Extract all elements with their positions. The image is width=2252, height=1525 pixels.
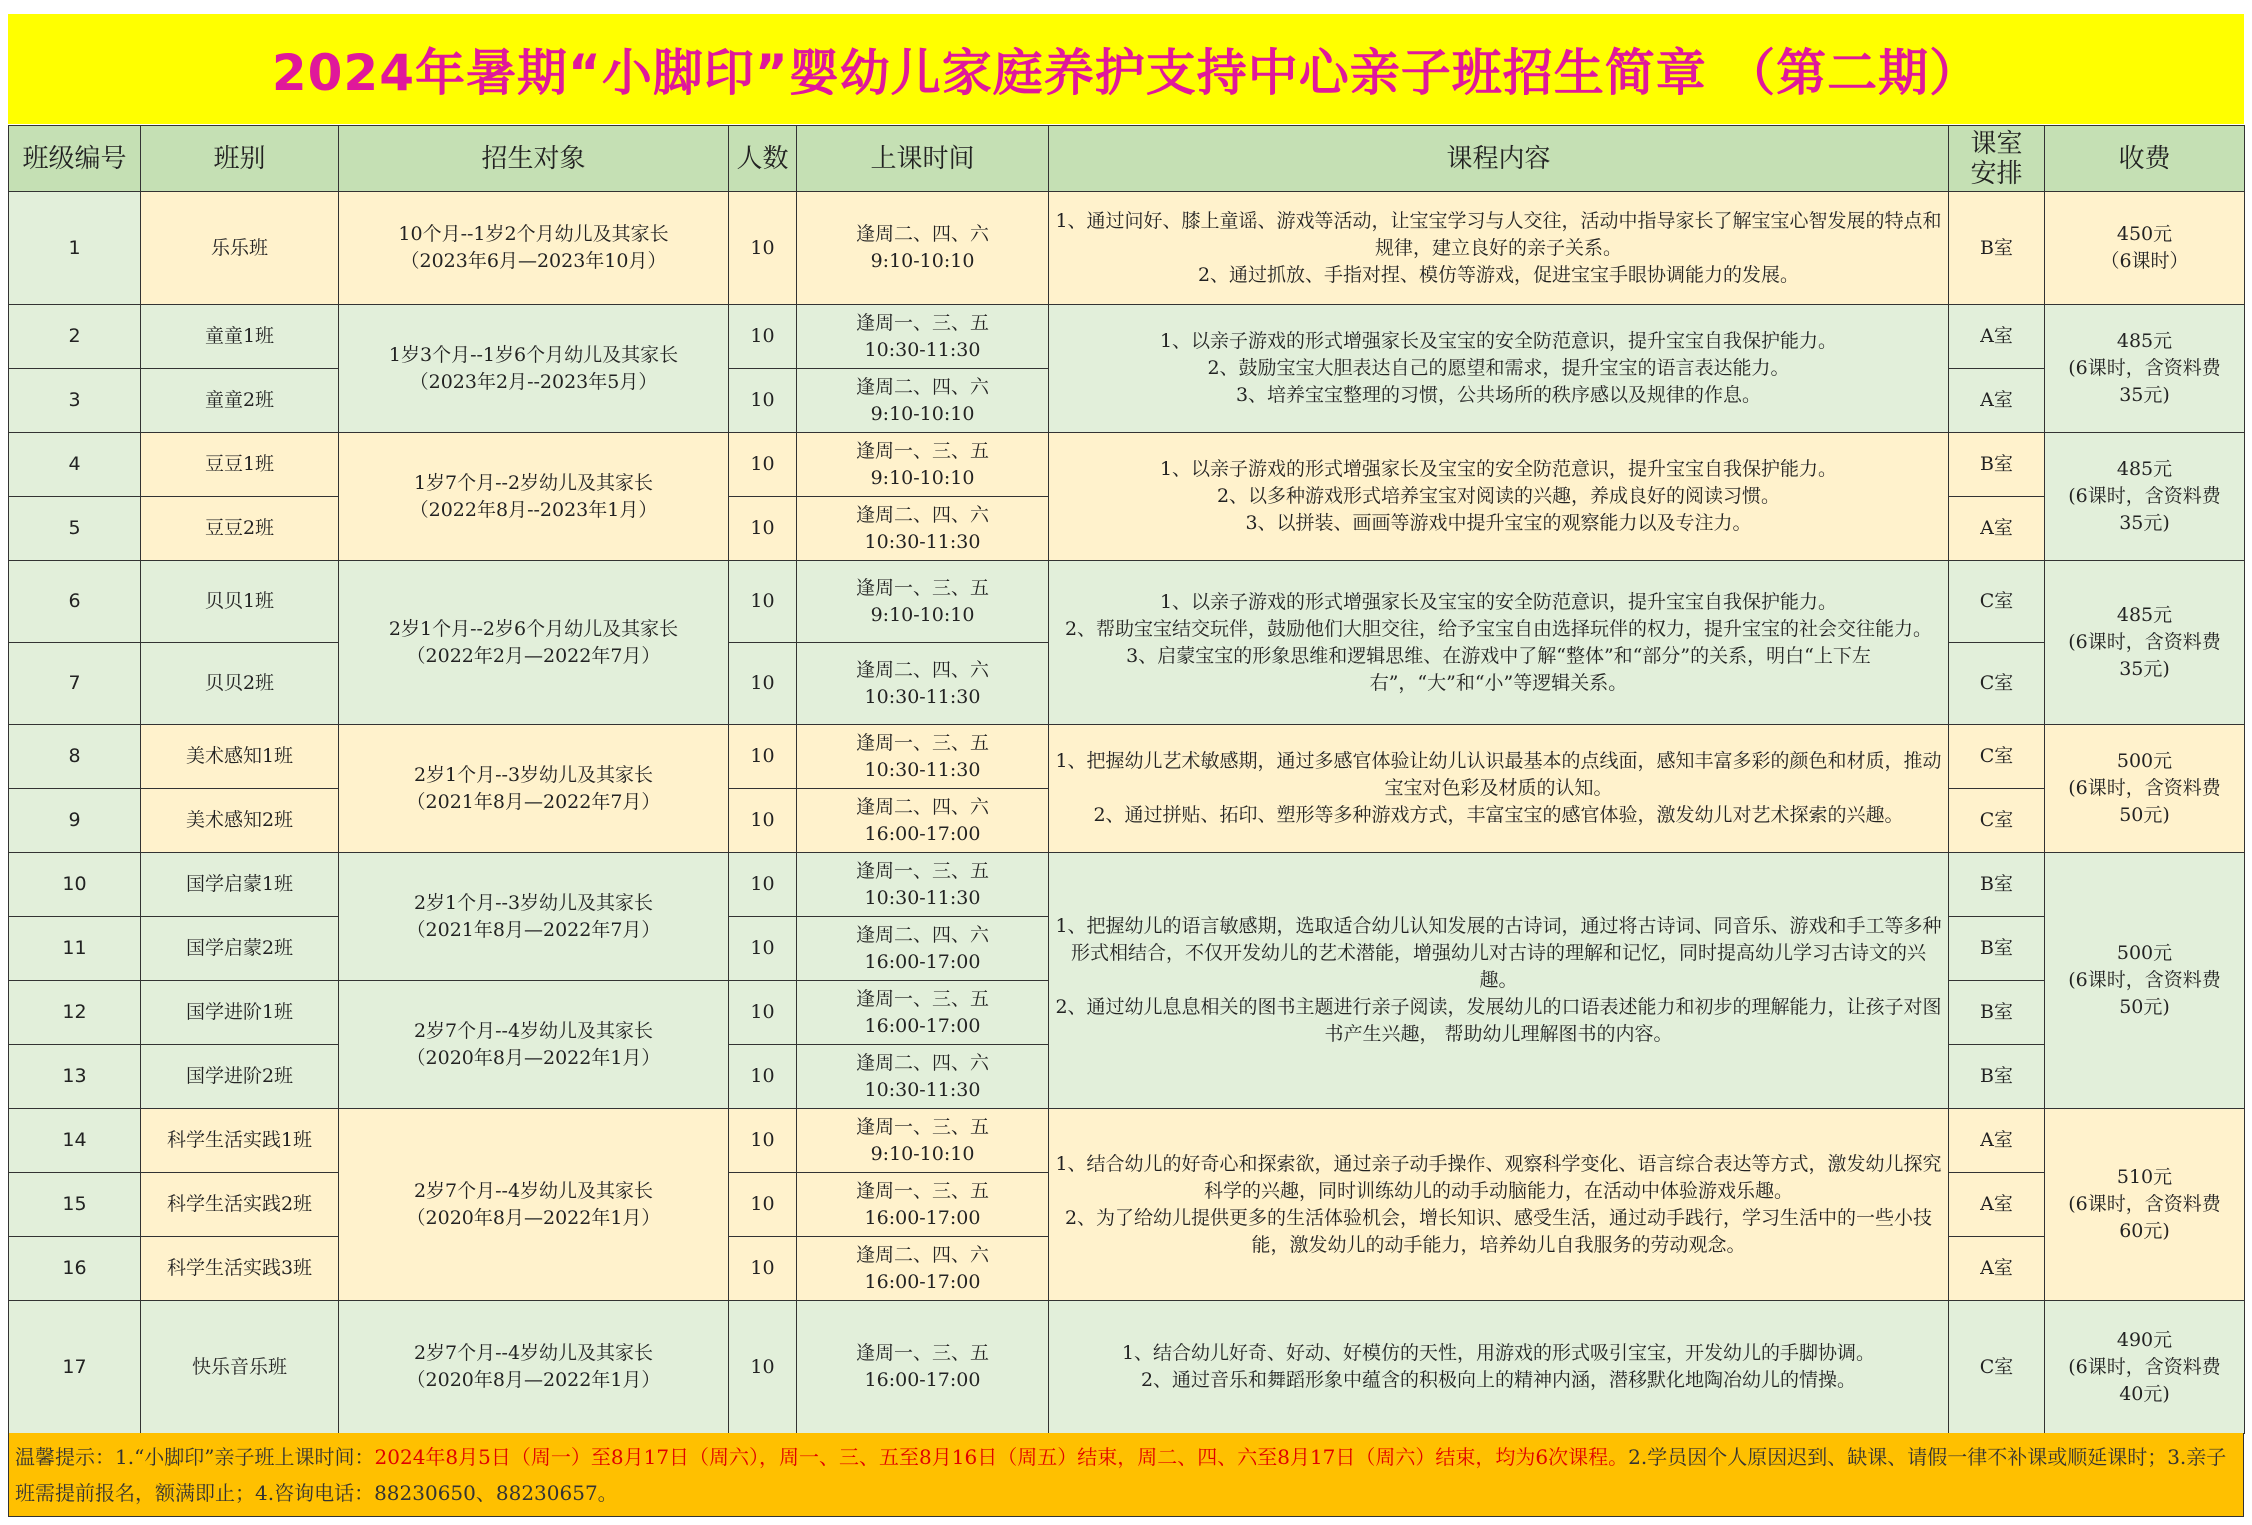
count-cell: 10 [729, 1301, 797, 1434]
content-cell: 1、以亲子游戏的形式增强家长及宝宝的安全防范意识，提升宝宝自我保护能力。 2、鼓励宝宝大胆表达自己的愿望和需求，提升宝宝的语言表达能力。 3、培养宝宝整理的习惯，公共场所的秩序感以及规律的作息。 [1049, 305, 1949, 433]
time-cell: 逢周一、三、五 10:30-11:30 [797, 853, 1049, 917]
time-cell: 逢周一、三、五 10:30-11:30 [797, 305, 1049, 369]
class-no: 4 [9, 433, 141, 497]
header-class-name: 班别 [141, 126, 339, 192]
fee-cell: 485元 (6课时，含资料费 35元) [2045, 305, 2245, 433]
count-cell: 10 [729, 1045, 797, 1109]
schedule-table [8, 125, 2245, 1434]
table-row [9, 433, 2245, 497]
count-cell: 10 [729, 497, 797, 561]
class-name: 贝贝2班 [141, 643, 339, 725]
room-cell: B室 [1949, 917, 2045, 981]
fee-cell: 485元 (6课时，含资料费 35元) [2045, 561, 2245, 725]
count-cell: 10 [729, 433, 797, 497]
class-name: 国学启蒙1班 [141, 853, 339, 917]
target-cell: 2岁1个月--3岁幼儿及其家长 （2021年8月—2022年7月） [339, 725, 729, 853]
class-name: 科学生活实践2班 [141, 1173, 339, 1237]
footer-prefix: 温馨提示：1.“小脚印”亲子班上课时间： [15, 1445, 375, 1469]
count-cell: 10 [729, 981, 797, 1045]
class-name: 豆豆1班 [141, 433, 339, 497]
target-cell: 2岁7个月--4岁幼儿及其家长 （2020年8月—2022年1月） [339, 1301, 729, 1434]
time-cell: 逢周一、三、五 16:00-17:00 [797, 1173, 1049, 1237]
time-cell: 逢周二、四、六 16:00-17:00 [797, 1237, 1049, 1301]
class-name: 童童1班 [141, 305, 339, 369]
class-name: 国学启蒙2班 [141, 917, 339, 981]
count-cell: 10 [729, 725, 797, 789]
table-row [9, 1301, 2245, 1434]
room-cell: A室 [1949, 369, 2045, 433]
fee-cell: 500元 (6课时，含资料费 50元) [2045, 725, 2245, 853]
class-no: 7 [9, 643, 141, 725]
content-cell: 1、结合幼儿好奇、好动、好模仿的天性，用游戏的形式吸引宝宝，开发幼儿的手脚协调。 2、通过音乐和舞蹈形象中蕴含的积极向上的精神内涵，潜移默化地陶冶幼儿的情操。 [1049, 1301, 1949, 1434]
time-cell: 逢周二、四、六 10:30-11:30 [797, 497, 1049, 561]
room-cell: B室 [1949, 853, 2045, 917]
count-cell: 10 [729, 1173, 797, 1237]
count-cell: 10 [729, 305, 797, 369]
fee-cell: 510元 (6课时，含资料费 60元) [2045, 1109, 2245, 1301]
content-cell: 1、以亲子游戏的形式增强家长及宝宝的安全防范意识，提升宝宝自我保护能力。 2、以多种游戏形式培养宝宝对阅读的兴趣，养成良好的阅读习惯。 3、以拼装、画画等游戏中提升宝宝的观察能力以及专注力。 [1049, 433, 1949, 561]
class-name: 童童2班 [141, 369, 339, 433]
time-cell: 逢周一、三、五 16:00-17:00 [797, 981, 1049, 1045]
class-no: 5 [9, 497, 141, 561]
fee-cell: 490元 (6课时，含资料费 40元) [2045, 1301, 2245, 1434]
class-no: 11 [9, 917, 141, 981]
count-cell: 10 [729, 561, 797, 643]
time-cell: 逢周一、三、五 10:30-11:30 [797, 725, 1049, 789]
table-header-row [9, 126, 2245, 192]
content-cell: 1、把握幼儿艺术敏感期，通过多感官体验让幼儿认识最基本的点线面，感知丰富多彩的颜色和材质，推动宝宝对色彩及材质的认知。 2、通过拼贴、拓印、塑形等多种游戏方式，丰富宝宝的感官体验，激发幼儿对艺术探索的兴趣。 [1049, 725, 1949, 853]
room-cell: B室 [1949, 433, 2045, 497]
fee-cell: 450元 （6课时） [2045, 192, 2245, 305]
count-cell: 10 [729, 789, 797, 853]
time-cell: 逢周二、四、六 16:00-17:00 [797, 917, 1049, 981]
class-no: 17 [9, 1301, 141, 1434]
class-name: 科学生活实践1班 [141, 1109, 339, 1173]
class-name: 国学进阶2班 [141, 1045, 339, 1109]
content-cell: 1、通过问好、膝上童谣、游戏等活动，让宝宝学习与人交往，活动中指导家长了解宝宝心智发展的特点和规律，建立良好的亲子关系。 2、通过抓放、手指对捏、模仿等游戏，促进宝宝手眼协调能力的发展。 [1049, 192, 1949, 305]
class-no: 16 [9, 1237, 141, 1301]
target-cell: 1岁7个月--2岁幼儿及其家长 （2022年8月--2023年1月） [339, 433, 729, 561]
time-cell: 逢周二、四、六 9:10-10:10 [797, 369, 1049, 433]
target-cell: 2岁7个月--4岁幼儿及其家长 （2020年8月—2022年1月） [339, 1109, 729, 1301]
time-cell: 逢周一、三、五 16:00-17:00 [797, 1301, 1049, 1434]
time-cell: 逢周一、三、五 9:10-10:10 [797, 433, 1049, 497]
count-cell: 10 [729, 369, 797, 433]
header-class-no: 班级编号 [9, 126, 141, 192]
count-cell: 10 [729, 643, 797, 725]
table-row [9, 853, 2245, 917]
header-content: 课程内容 [1049, 126, 1949, 192]
count-cell: 10 [729, 917, 797, 981]
table-row [9, 561, 2245, 643]
class-name: 科学生活实践3班 [141, 1237, 339, 1301]
table-row [9, 1109, 2245, 1173]
class-name: 国学进阶1班 [141, 981, 339, 1045]
target-cell: 2岁7个月--4岁幼儿及其家长 （2020年8月—2022年1月） [339, 981, 729, 1109]
count-cell: 10 [729, 192, 797, 305]
room-cell: B室 [1949, 192, 2045, 305]
target-cell: 2岁1个月--3岁幼儿及其家长 （2021年8月—2022年7月） [339, 853, 729, 981]
room-cell: C室 [1949, 561, 2045, 643]
room-cell: A室 [1949, 1237, 2045, 1301]
class-no: 1 [9, 192, 141, 305]
class-name: 乐乐班 [141, 192, 339, 305]
room-cell: A室 [1949, 1173, 2045, 1237]
time-cell: 逢周二、四、六 10:30-11:30 [797, 643, 1049, 725]
time-cell: 逢周一、三、五 9:10-10:10 [797, 1109, 1049, 1173]
content-cell: 1、以亲子游戏的形式增强家长及宝宝的安全防范意识，提升宝宝自我保护能力。 2、帮助宝宝结交玩伴，鼓励他们大胆交往，给予宝宝自由选择玩伴的权力，提升宝宝的社会交往能力。 3、启蒙宝宝的形象思维和逻辑思维、在游戏中了解“整体”和“部分”的关系，明白“上下左右”，“大”和“小”等逻辑关系。 [1049, 561, 1949, 725]
class-name: 美术感知2班 [141, 789, 339, 853]
class-no: 10 [9, 853, 141, 917]
target-cell: 1岁3个月--1岁6个月幼儿及其家长 （2023年2月--2023年5月） [339, 305, 729, 433]
class-no: 6 [9, 561, 141, 643]
room-cell: C室 [1949, 643, 2045, 725]
class-no: 13 [9, 1045, 141, 1109]
content-cell: 1、结合幼儿的好奇心和探索欲，通过亲子动手操作、观察科学变化、语言综合表达等方式，激发幼儿探究科学的兴趣，同时训练幼儿的动手动脑能力，在活动中体验游戏乐趣。 2、为了给幼儿提供更多的生活体验机会，增长知识、感受生活，通过动手践行，学习生活中的一些小技能，激发幼儿的动手能力，培养幼儿自我服务的劳动观念。 [1049, 1109, 1949, 1301]
header-target: 招生对象 [339, 126, 729, 192]
room-cell: B室 [1949, 981, 2045, 1045]
header-count: 人数 [729, 126, 797, 192]
fee-cell: 485元 (6课时，含资料费 35元) [2045, 433, 2245, 561]
room-cell: A室 [1949, 497, 2045, 561]
class-name: 美术感知1班 [141, 725, 339, 789]
page-title: 2024年暑期“小脚印”婴幼儿家庭养护支持中心亲子班招生简章 （第二期） [8, 14, 2244, 124]
room-cell: C室 [1949, 1301, 2045, 1434]
class-no: 9 [9, 789, 141, 853]
count-cell: 10 [729, 853, 797, 917]
table-row [9, 725, 2245, 789]
count-cell: 10 [729, 1109, 797, 1173]
class-name: 贝贝1班 [141, 561, 339, 643]
class-no: 3 [9, 369, 141, 433]
header-fee: 收费 [2045, 126, 2245, 192]
fee-cell: 500元 (6课时，含资料费 50元) [2045, 853, 2245, 1109]
header-time: 上课时间 [797, 126, 1049, 192]
target-cell: 2岁1个月--2岁6个月幼儿及其家长 （2022年2月—2022年7月） [339, 561, 729, 725]
class-no: 14 [9, 1109, 141, 1173]
class-no: 2 [9, 305, 141, 369]
class-name: 豆豆2班 [141, 497, 339, 561]
count-cell: 10 [729, 1237, 797, 1301]
time-cell: 逢周二、四、六 9:10-10:10 [797, 192, 1049, 305]
class-no: 12 [9, 981, 141, 1045]
table-row [9, 305, 2245, 369]
time-cell: 逢周二、四、六 16:00-17:00 [797, 789, 1049, 853]
table-row [9, 192, 2245, 305]
room-cell: A室 [1949, 1109, 2045, 1173]
target-cell: 10个月--1岁2个月幼儿及其家长 （2023年6月—2023年10月） [339, 192, 729, 305]
room-cell: C室 [1949, 789, 2045, 853]
class-name: 快乐音乐班 [141, 1301, 339, 1434]
room-cell: B室 [1949, 1045, 2045, 1109]
content-cell: 1、把握幼儿的语言敏感期，选取适合幼儿认知发展的古诗词，通过将古诗词、同音乐、游戏和手工等多种形式相结合，不仅开发幼儿的艺术潜能，增强幼儿对古诗的理解和记忆，同时提高幼儿学习古诗文的兴趣。 2、通过幼儿息息相关的图书主题进行亲子阅读，发展幼儿的口语表述能力和初步的理解能力，让孩子对图书产生兴趣， 帮助幼儿理解图书的内容。 [1049, 853, 1949, 1109]
room-cell: C室 [1949, 725, 2045, 789]
class-no: 15 [9, 1173, 141, 1237]
time-cell: 逢周一、三、五 9:10-10:10 [797, 561, 1049, 643]
header-room: 课室安排 [1949, 126, 2045, 192]
class-no: 8 [9, 725, 141, 789]
room-cell: A室 [1949, 305, 2045, 369]
time-cell: 逢周二、四、六 10:30-11:30 [797, 1045, 1049, 1109]
footer-suffix: 2.学员因个人原因迟到、缺课、请假一律不补课或顺延课时；3.亲子班需提前报名，额满即止；4.咨询电话：88230650、88230657。 [15, 1445, 2227, 1505]
footer-highlight: 2024年8月5日（周一）至8月17日（周六），周一、三、五至8月16日（周五）结束，周二、四、六至8月17日（周六）结束，均为6次课程。 [374, 1445, 1629, 1469]
footer-notice [8, 1433, 2244, 1517]
